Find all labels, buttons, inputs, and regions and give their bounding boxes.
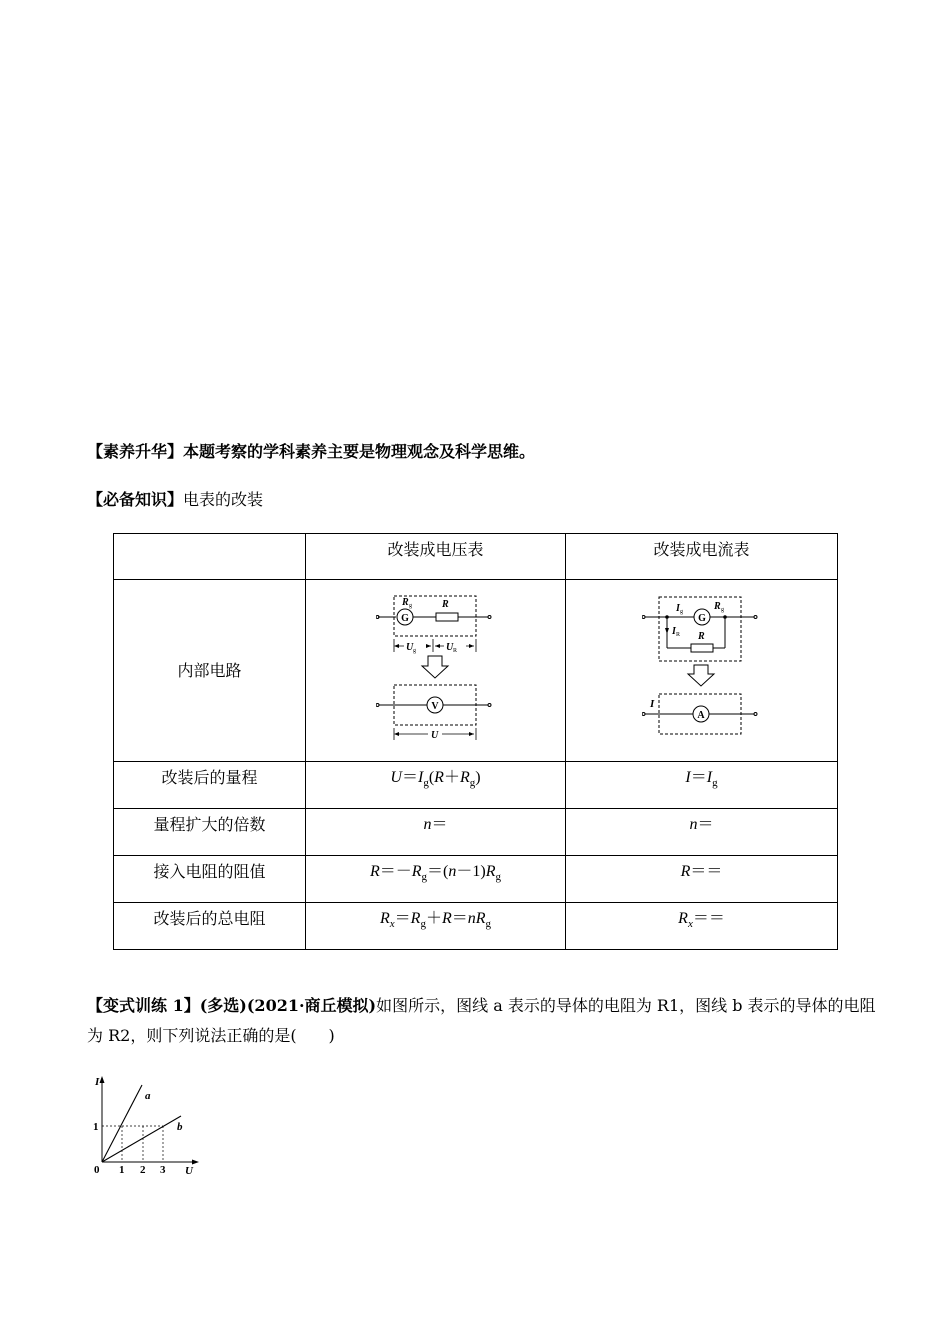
row-label-total: 改装后的总电阻 (114, 903, 306, 950)
voltmeter-factor: n＝ (306, 809, 566, 856)
resistor-symbol (436, 613, 458, 621)
ammeter-label: A (696, 710, 705, 721)
u-label: U (430, 730, 438, 741)
header-voltmeter: 改装成电压表 (306, 534, 566, 580)
origin-label: 0 (94, 1164, 100, 1176)
svg-text:g: g (720, 607, 724, 613)
table-row-factor (114, 809, 838, 856)
bibei-bracket: 【必备知识】 (87, 490, 184, 509)
header-ammeter: 改装成电流表 (566, 534, 838, 580)
svg-text:g: g (412, 648, 416, 654)
rg-label: R (401, 597, 409, 608)
down-arrow-icon (422, 656, 448, 678)
exercise-line-1 (87, 996, 876, 1016)
ammeter-total: $R_x==$ (566, 903, 838, 950)
galvanometer-label: G (400, 613, 409, 624)
row-label-factor: 量程扩大的倍数 (114, 809, 306, 856)
row-label-circuit: 内部电路 (114, 580, 306, 762)
svg-text:R: R (675, 632, 680, 638)
bibei-text: 电表的改装 (183, 490, 264, 509)
table-row-resistor (114, 856, 838, 903)
section-suyang (87, 442, 535, 462)
row-label-range: 改装后的量程 (114, 762, 306, 809)
ammeter-resistor: R＝＝ (566, 856, 838, 903)
table-row-circuit (114, 580, 838, 762)
x-axis-label: U (185, 1165, 193, 1177)
y-axis-label: I (95, 1076, 100, 1088)
exercise-tag: (多选)(2021·商丘模拟) (199, 996, 377, 1015)
ammeter-circuit-cell (566, 580, 838, 762)
voltmeter-range: $U=I_g(R+R_g)$ (306, 762, 566, 809)
voltmeter-label: V (430, 701, 439, 712)
y-tick-1: 1 (93, 1121, 99, 1133)
down-arrow-icon-2 (688, 665, 714, 686)
svg-text:g: g (679, 609, 683, 615)
svg-text:g: g (408, 603, 412, 609)
shunt-resistor-symbol (691, 644, 713, 652)
line-b-label: b (177, 1121, 183, 1133)
exercise-bracket: 【变式训练 1】 (87, 996, 200, 1015)
ir-label: I (671, 626, 676, 637)
x-tick-2: 2 (140, 1164, 146, 1176)
table-header-row (114, 534, 838, 580)
suyang-text: 本题考察的学科素养主要是物理观念及科学思维。 (183, 442, 536, 461)
iu-graph (85, 1066, 205, 1182)
x-tick-3: 3 (160, 1164, 166, 1176)
ur-label: U (445, 642, 453, 653)
line-a-label: a (145, 1090, 151, 1102)
voltmeter-total: $R_x=R_g+R=nR_g$ (306, 903, 566, 950)
ammeter-factor: n＝ (566, 809, 838, 856)
ammeter-circuit-diagram (642, 590, 762, 746)
svg-text:R: R (452, 648, 457, 654)
suyang-bracket: 【素养升华】 (87, 442, 184, 461)
svg-text:R: R (697, 631, 705, 642)
r-label: R (441, 599, 449, 610)
ug-label: U (405, 642, 413, 653)
section-bibei (87, 490, 263, 510)
x-tick-1: 1 (119, 1164, 125, 1176)
svg-text:G: G (697, 613, 706, 624)
voltmeter-circuit-diagram (376, 590, 496, 746)
row-label-resistor: 接入电阻的阻值 (114, 856, 306, 903)
header-empty (114, 534, 306, 580)
table-row-range (114, 762, 838, 809)
exercise-line-2 (87, 1026, 335, 1046)
exercise-text-1: 如图所示，图线 a 表示的导体的电阻为 R1，图线 b 表示的导体的电阻 (376, 996, 876, 1015)
i-label: I (649, 698, 654, 710)
meter-conversion-table (113, 533, 838, 950)
rg-label-2: R (713, 601, 721, 612)
voltmeter-circuit-cell (306, 580, 566, 762)
ig-label: I (675, 603, 680, 614)
voltmeter-resistor: $R=-R_g=(n-1)R_g$ (306, 856, 566, 903)
ammeter-range: $I=I_g$ (566, 762, 838, 809)
exercise-text-2: 为 R2，则下列说法正确的是( ) (87, 1026, 335, 1045)
table-row-total (114, 903, 838, 950)
